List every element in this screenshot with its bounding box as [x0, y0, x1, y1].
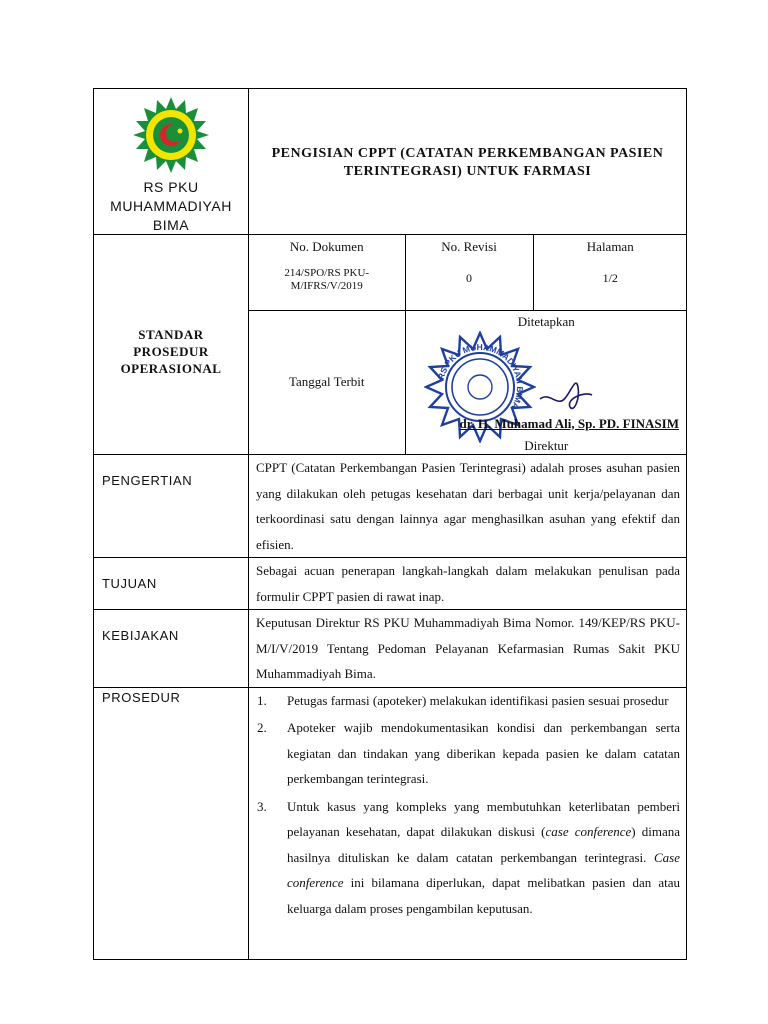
no-dokumen-value-line-1: 214/SPO/RS PKU-	[284, 267, 370, 279]
no-revisi-label: No. Revisi	[441, 239, 497, 254]
hospital-name-line-3: BIMA	[152, 217, 190, 233]
no-revisi-cell	[405, 235, 533, 310]
prosedur-step	[249, 688, 680, 714]
hospital-name-line-1: RS PKU	[143, 179, 199, 195]
hospital-identity-cell	[94, 89, 249, 235]
document-title-line-1: PENGISIAN CPPT (CATATAN PERKEMBANGAN PASIEN	[271, 146, 664, 161]
kebijakan-text-cell	[249, 610, 687, 688]
no-dokumen-value-line-2: M/IFRS/V/2019	[290, 280, 363, 292]
tujuan-label: TUJUAN	[94, 558, 249, 610]
step-text-part: Untuk kasus yang kompleks yang membutuhkan keterlibatan pemberi pelayanan kesehatan, dapat dilakukan diskusi (	[287, 798, 680, 839]
prosedur-label: PROSEDUR	[94, 687, 249, 959]
director-title: Direktur	[524, 437, 569, 453]
stamp-text: RS PKU MUHAMMADIYAH BIMA	[435, 341, 525, 411]
step-number: 2.	[257, 720, 267, 735]
no-dokumen-label: No. Dokumen	[289, 239, 364, 254]
step-text-part: ini bilamana diperlukan, dapat melibatkan pasien dan atau keluarga dalam proses pengambilan keputusan.	[287, 875, 680, 916]
ditetapkan-label: Ditetapkan	[517, 313, 575, 329]
sop-table	[93, 88, 687, 960]
no-revisi-value: 0	[466, 271, 472, 285]
step-text-part: ) dimana hasilnya dituliskan ke dalam catatan perkembangan terintegrasi.	[287, 824, 680, 865]
document-info-cell	[249, 235, 687, 455]
document-info-table	[249, 235, 687, 454]
sop-label-line-2: PROSEDUR	[133, 344, 209, 359]
step-text	[287, 794, 680, 922]
muhammadiyah-logo-icon	[131, 95, 211, 175]
approval-cell	[405, 310, 687, 454]
prosedur-steps-cell	[249, 687, 687, 959]
tujuan-text: Sebagai acuan penerapan langkah-langkah dalam melakukan penulisan pada formulir CPPT pasien di rawat inap.	[256, 563, 680, 604]
document-title-cell	[249, 89, 687, 235]
halaman-cell	[533, 235, 687, 310]
signature-icon	[536, 369, 596, 419]
director-name: dr. H. Muhamad Ali, Sp. PD. FINASIM	[459, 415, 679, 431]
prosedur-step	[249, 794, 680, 922]
halaman-label: Halaman	[586, 239, 634, 254]
hospital-name-line-2: MUHAMMADIYAH	[110, 198, 232, 214]
kebijakan-label: KEBIJAKAN	[94, 610, 249, 688]
tanggal-terbit-label: Tanggal Terbit	[249, 310, 405, 454]
kebijakan-text: Keputusan Direktur RS PKU Muhammadiyah Bima Nomor. 149/KEP/RS PKU-M/I/V/2019 Tentang Pedoman Pelayanan Kefarmasian Rumas Sakit PKU Muhammadiyah Bima.	[256, 615, 680, 681]
step-text: Apoteker wajib mendokumentasikan kondisi dan perkembangan serta kegiatan dan tindakan yang diberikan kepada pasien ke dalam catatan perkembangan terintegrasi.	[287, 720, 680, 786]
pengertian-label: PENGERTIAN	[94, 455, 249, 558]
sop-label-cell	[94, 235, 249, 455]
no-dokumen-cell	[249, 235, 405, 310]
step-text-italic: Case conference	[287, 849, 680, 890]
halaman-value: 1/2	[602, 271, 618, 285]
document-title-line-2: TERINTEGRASI) UNTUK FARMASI	[343, 164, 592, 179]
step-text: Petugas farmasi (apoteker) melakukan identifikasi pasien sesuai prosedur	[287, 692, 669, 708]
step-text-italic: case conference	[545, 824, 632, 839]
prosedur-step	[249, 715, 680, 792]
pengertian-text: CPPT (Catatan Perkembangan Pasien Terintegrasi) adalah proses asuhan pasien yang dilakukan oleh petugas kesehatan dari berbagai unit kerja/pelayanan dan terkoordinasi satu dengan lainnya agar menghasilkan asuhan yang efektif dan efisien.	[256, 460, 680, 552]
prosedur-steps	[249, 688, 686, 922]
pengertian-text-cell	[249, 455, 687, 558]
step-number: 1.	[257, 692, 267, 708]
step-number: 3.	[257, 798, 267, 814]
tujuan-text-cell	[249, 558, 687, 610]
sop-label-line-3: OPERASIONAL	[120, 361, 222, 376]
sop-label-line-1: STANDAR	[138, 327, 204, 342]
